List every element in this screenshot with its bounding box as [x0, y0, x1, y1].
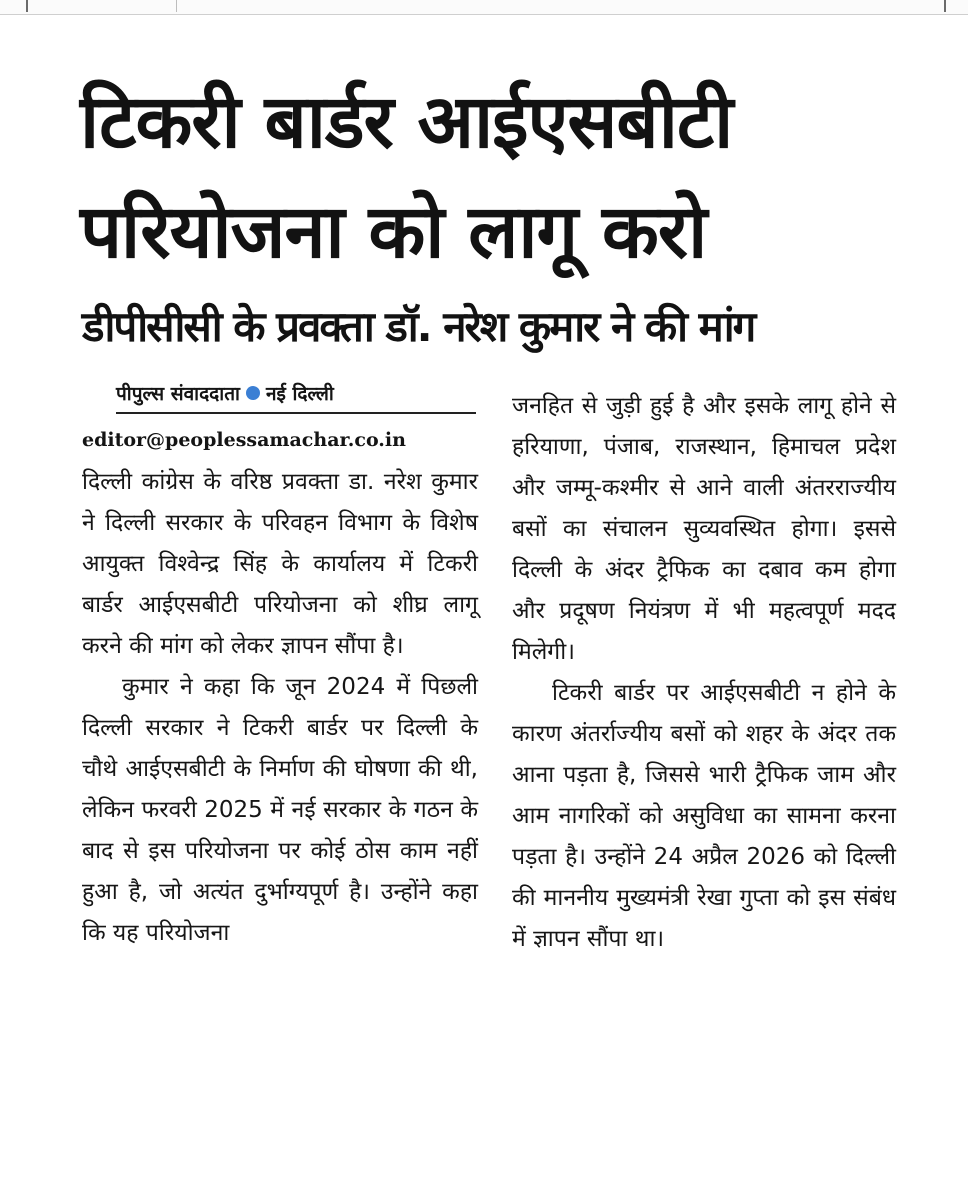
article-column-left: [82, 462, 478, 954]
article-column-right: [512, 386, 896, 960]
headline-line-1: टिकरी बार्डर आईएसबीटी: [80, 79, 733, 165]
article-paragraph: जनहित से जुड़ी हुई है और इसके लागू होने से हरियाणा, पंजाब, राजस्थान, हिमाचल प्रदेश और जम्मू-कश्मीर से आने वाली अंतरराज्यीय बसों का संचालन सुव्यवस्थित होगा। इससे दिल्ली के अंदर ट्रैफिक का दबाव कम होगा और प्रदूषण नियंत्रण में भी महत्वपूर्ण मदद मिलेगी।: [512, 393, 896, 665]
reporter-credit: पीपुल्स संवाददाता: [116, 383, 240, 405]
article-paragraph: टिकरी बार्डर पर आईएसबीटी न होने के कारण अंतर्राज्यीय बसों को शहर के अंदर तक आना पड़ता है, जिससे भारी ट्रैफिक जाम और आम नागरिकों को असुविधा का सामना करना पड़ता है। उन्होंने 24 अप्रैल 2026 को दिल्ली की माननीय मुख्यमंत्री रेखा गुप्ता को इस संबंध में ज्ञापन सौंपा था।: [512, 680, 896, 952]
toolbar-divider: [944, 0, 946, 12]
headline-line-2: परियोजना को लागू करो: [80, 189, 707, 275]
top-toolbar-strip: [0, 0, 968, 15]
article-paragraph: कुमार ने कहा कि जून 2024 में पिछली दिल्ली सरकार ने टिकरी बार्डर पर दिल्ली के चौथे आईएसबीटी के निर्माण की घोषणा की थी, लेकिन फरवरी 2025 में नई सरकार के गठन के बाद से इस परियोजना पर कोई ठोस काम नहीं हुआ है, जो अत्यंत दुर्भाग्यपूर्ण है। उन्होंने कहा कि यह परियोजना: [82, 674, 478, 946]
byline: [116, 380, 476, 414]
editor-email[interactable]: editor@peoplessamachar.co.in: [82, 429, 406, 451]
sub-headline: डीपीसीसी के प्रवक्ता डॉ. नरेश कुमार ने की मांग: [82, 302, 755, 351]
article-paragraph: दिल्ली कांग्रेस के वरिष्ठ प्रवक्ता डा. नरेश कुमार ने दिल्ली सरकार के परिवहन विभाग के विशेष आयुक्त विश्वेन्द्र सिंह के कार्यालय में टिकरी बार्डर आईएसबीटी परियोजना को शीघ्र लागू करने की मांग को लेकर ज्ञापन सौंपा है।: [82, 469, 478, 659]
toolbar-divider: [176, 0, 177, 12]
bullet-dot-icon: [246, 386, 260, 400]
dateline-place: नई दिल्ली: [265, 383, 334, 405]
toolbar-divider: [26, 0, 28, 12]
